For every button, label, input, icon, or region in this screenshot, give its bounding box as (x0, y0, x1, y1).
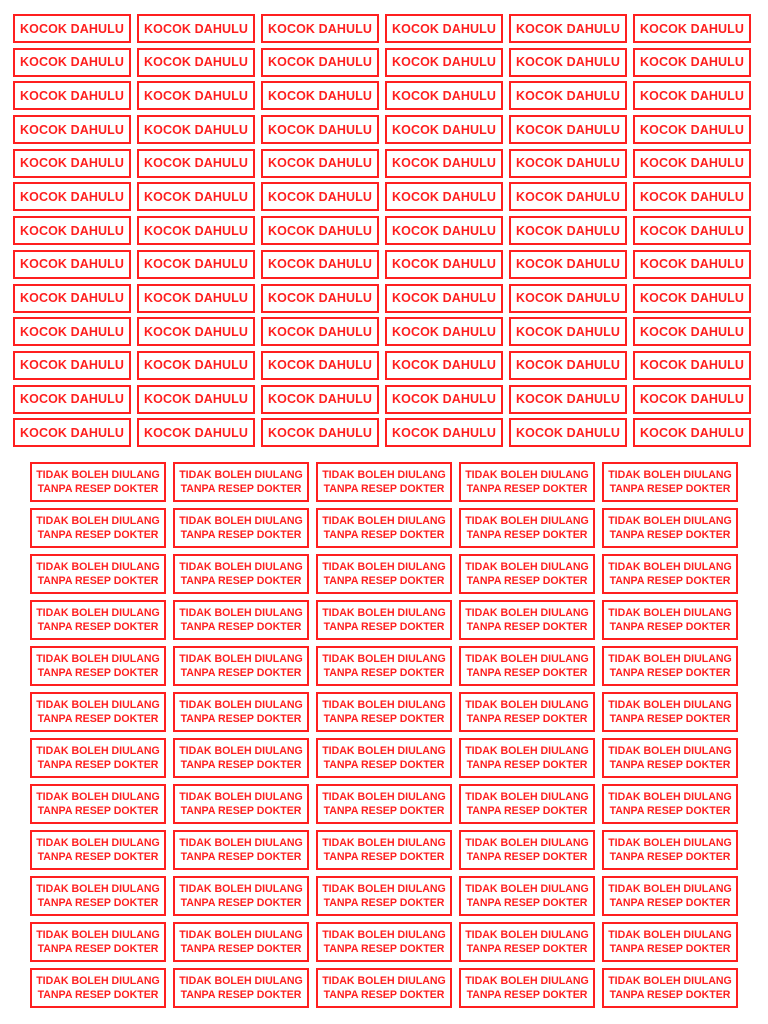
shake-label: KOCOK DAHULU (137, 149, 255, 178)
prescription-label (173, 646, 309, 686)
prescription-label (602, 462, 738, 502)
shake-label: KOCOK DAHULU (633, 317, 751, 346)
prescription-label-line2: TANPA RESEP DOKTER (466, 713, 588, 725)
shake-label: KOCOK DAHULU (385, 250, 503, 279)
prescription-label (602, 738, 738, 778)
prescription-label-line2: TANPA RESEP DOKTER (609, 851, 731, 863)
prescription-label-line2: TANPA RESEP DOKTER (180, 575, 302, 587)
shake-label: KOCOK DAHULU (13, 317, 131, 346)
prescription-label-line2: TANPA RESEP DOKTER (180, 667, 302, 679)
prescription-label (30, 462, 166, 502)
prescription-label-line2: TANPA RESEP DOKTER (37, 851, 159, 863)
prescription-label-line1: TIDAK BOLEH DIULANG (36, 975, 160, 987)
prescription-label-line1: TIDAK BOLEH DIULANG (465, 699, 589, 711)
shake-label: KOCOK DAHULU (13, 351, 131, 380)
prescription-label-line2: TANPA RESEP DOKTER (323, 483, 445, 495)
prescription-label (459, 968, 595, 1008)
shake-label: KOCOK DAHULU (261, 81, 379, 110)
shake-label: KOCOK DAHULU (633, 182, 751, 211)
prescription-label-line2: TANPA RESEP DOKTER (609, 989, 731, 1001)
prescription-label (316, 462, 452, 502)
prescription-label-line2: TANPA RESEP DOKTER (37, 575, 159, 587)
prescription-label (459, 876, 595, 916)
prescription-label-line1: TIDAK BOLEH DIULANG (608, 929, 732, 941)
shake-label: KOCOK DAHULU (633, 115, 751, 144)
prescription-label (602, 830, 738, 870)
shake-label: KOCOK DAHULU (509, 385, 627, 414)
prescription-label (30, 600, 166, 640)
prescription-label-line2: TANPA RESEP DOKTER (609, 713, 731, 725)
prescription-label-line1: TIDAK BOLEH DIULANG (322, 975, 446, 987)
prescription-label (30, 876, 166, 916)
prescription-label-line2: TANPA RESEP DOKTER (180, 943, 302, 955)
prescription-label-line2: TANPA RESEP DOKTER (37, 897, 159, 909)
prescription-label-grid (30, 462, 740, 1008)
shake-label: KOCOK DAHULU (633, 385, 751, 414)
shake-label: KOCOK DAHULU (13, 14, 131, 43)
shake-label: KOCOK DAHULU (13, 385, 131, 414)
prescription-label-line1: TIDAK BOLEH DIULANG (322, 929, 446, 941)
prescription-label-line2: TANPA RESEP DOKTER (180, 759, 302, 771)
shake-label: KOCOK DAHULU (385, 182, 503, 211)
prescription-label-line1: TIDAK BOLEH DIULANG (36, 515, 160, 527)
prescription-label-line2: TANPA RESEP DOKTER (37, 989, 159, 1001)
prescription-label (173, 968, 309, 1008)
prescription-label-line2: TANPA RESEP DOKTER (609, 943, 731, 955)
shake-label: KOCOK DAHULU (137, 284, 255, 313)
shake-label: KOCOK DAHULU (261, 250, 379, 279)
prescription-label (459, 738, 595, 778)
prescription-label (316, 646, 452, 686)
prescription-label (173, 830, 309, 870)
prescription-label-line1: TIDAK BOLEH DIULANG (322, 791, 446, 803)
shake-label: KOCOK DAHULU (633, 81, 751, 110)
shake-label: KOCOK DAHULU (137, 182, 255, 211)
prescription-label (459, 508, 595, 548)
prescription-label-line2: TANPA RESEP DOKTER (323, 851, 445, 863)
prescription-label-line2: TANPA RESEP DOKTER (37, 805, 159, 817)
shake-label: KOCOK DAHULU (385, 317, 503, 346)
prescription-label (459, 692, 595, 732)
prescription-label-line2: TANPA RESEP DOKTER (323, 805, 445, 817)
prescription-label-line2: TANPA RESEP DOKTER (609, 759, 731, 771)
shake-label: KOCOK DAHULU (385, 149, 503, 178)
prescription-label-line1: TIDAK BOLEH DIULANG (36, 699, 160, 711)
prescription-label-line2: TANPA RESEP DOKTER (466, 851, 588, 863)
shake-label: KOCOK DAHULU (13, 149, 131, 178)
prescription-label-line2: TANPA RESEP DOKTER (466, 621, 588, 633)
shake-label: KOCOK DAHULU (261, 317, 379, 346)
shake-label: KOCOK DAHULU (633, 351, 751, 380)
prescription-label (173, 600, 309, 640)
prescription-label-line2: TANPA RESEP DOKTER (180, 483, 302, 495)
prescription-label (173, 922, 309, 962)
shake-label: KOCOK DAHULU (509, 48, 627, 77)
prescription-label-line1: TIDAK BOLEH DIULANG (322, 745, 446, 757)
shake-label: KOCOK DAHULU (385, 14, 503, 43)
shake-label: KOCOK DAHULU (385, 115, 503, 144)
prescription-label-line1: TIDAK BOLEH DIULANG (465, 607, 589, 619)
prescription-label (316, 600, 452, 640)
prescription-label (173, 738, 309, 778)
prescription-label-line2: TANPA RESEP DOKTER (466, 897, 588, 909)
prescription-label-line1: TIDAK BOLEH DIULANG (36, 837, 160, 849)
shake-label: KOCOK DAHULU (13, 182, 131, 211)
prescription-label (316, 554, 452, 594)
prescription-label-line1: TIDAK BOLEH DIULANG (179, 469, 303, 481)
shake-label: KOCOK DAHULU (13, 216, 131, 245)
prescription-label-line2: TANPA RESEP DOKTER (609, 621, 731, 633)
prescription-label-line1: TIDAK BOLEH DIULANG (465, 929, 589, 941)
prescription-label (316, 968, 452, 1008)
prescription-label-line1: TIDAK BOLEH DIULANG (608, 745, 732, 757)
prescription-label-line1: TIDAK BOLEH DIULANG (608, 469, 732, 481)
prescription-label-line1: TIDAK BOLEH DIULANG (36, 653, 160, 665)
prescription-label-line1: TIDAK BOLEH DIULANG (36, 791, 160, 803)
shake-label: KOCOK DAHULU (137, 48, 255, 77)
prescription-label-line2: TANPA RESEP DOKTER (466, 805, 588, 817)
prescription-label (459, 554, 595, 594)
shake-label: KOCOK DAHULU (509, 317, 627, 346)
prescription-label-line2: TANPA RESEP DOKTER (37, 483, 159, 495)
prescription-label (602, 508, 738, 548)
prescription-label (30, 508, 166, 548)
shake-label: KOCOK DAHULU (137, 14, 255, 43)
prescription-label-line2: TANPA RESEP DOKTER (180, 713, 302, 725)
shake-label: KOCOK DAHULU (509, 149, 627, 178)
prescription-label-line1: TIDAK BOLEH DIULANG (608, 837, 732, 849)
prescription-label-line2: TANPA RESEP DOKTER (466, 483, 588, 495)
prescription-label (316, 830, 452, 870)
prescription-label-line1: TIDAK BOLEH DIULANG (36, 883, 160, 895)
prescription-label-line2: TANPA RESEP DOKTER (466, 575, 588, 587)
prescription-label-line1: TIDAK BOLEH DIULANG (179, 883, 303, 895)
prescription-label-line1: TIDAK BOLEH DIULANG (465, 791, 589, 803)
shake-label: KOCOK DAHULU (261, 48, 379, 77)
prescription-label-line2: TANPA RESEP DOKTER (180, 897, 302, 909)
prescription-label-line1: TIDAK BOLEH DIULANG (179, 515, 303, 527)
shake-label: KOCOK DAHULU (385, 351, 503, 380)
prescription-label-line1: TIDAK BOLEH DIULANG (608, 699, 732, 711)
prescription-label (316, 784, 452, 824)
shake-label: KOCOK DAHULU (385, 81, 503, 110)
shake-label-grid (13, 14, 753, 447)
prescription-label-line2: TANPA RESEP DOKTER (609, 575, 731, 587)
prescription-label-line2: TANPA RESEP DOKTER (323, 897, 445, 909)
prescription-label-line2: TANPA RESEP DOKTER (180, 851, 302, 863)
prescription-label (173, 554, 309, 594)
prescription-label (602, 692, 738, 732)
shake-label: KOCOK DAHULU (633, 216, 751, 245)
prescription-label-line1: TIDAK BOLEH DIULANG (179, 607, 303, 619)
shake-label: KOCOK DAHULU (261, 14, 379, 43)
prescription-label-line1: TIDAK BOLEH DIULANG (36, 745, 160, 757)
prescription-label-line1: TIDAK BOLEH DIULANG (465, 745, 589, 757)
prescription-label-line1: TIDAK BOLEH DIULANG (322, 607, 446, 619)
prescription-label-line1: TIDAK BOLEH DIULANG (608, 561, 732, 573)
prescription-label-line1: TIDAK BOLEH DIULANG (36, 607, 160, 619)
prescription-label-line1: TIDAK BOLEH DIULANG (608, 975, 732, 987)
prescription-label-line2: TANPA RESEP DOKTER (466, 943, 588, 955)
prescription-label-line1: TIDAK BOLEH DIULANG (322, 883, 446, 895)
shake-label: KOCOK DAHULU (509, 182, 627, 211)
shake-label: KOCOK DAHULU (509, 14, 627, 43)
prescription-label-line2: TANPA RESEP DOKTER (323, 713, 445, 725)
prescription-label (173, 462, 309, 502)
prescription-label-line1: TIDAK BOLEH DIULANG (179, 561, 303, 573)
prescription-label (173, 784, 309, 824)
prescription-label-line1: TIDAK BOLEH DIULANG (465, 515, 589, 527)
prescription-label-line2: TANPA RESEP DOKTER (323, 667, 445, 679)
prescription-label-line2: TANPA RESEP DOKTER (180, 805, 302, 817)
prescription-label-line1: TIDAK BOLEH DIULANG (36, 469, 160, 481)
shake-label: KOCOK DAHULU (633, 284, 751, 313)
shake-label: KOCOK DAHULU (13, 284, 131, 313)
prescription-label-line2: TANPA RESEP DOKTER (323, 529, 445, 541)
prescription-label (459, 922, 595, 962)
prescription-label-line1: TIDAK BOLEH DIULANG (36, 929, 160, 941)
prescription-label (459, 830, 595, 870)
shake-label: KOCOK DAHULU (13, 81, 131, 110)
prescription-label-line2: TANPA RESEP DOKTER (37, 667, 159, 679)
prescription-label-line1: TIDAK BOLEH DIULANG (322, 515, 446, 527)
prescription-label (602, 784, 738, 824)
prescription-label-line2: TANPA RESEP DOKTER (180, 529, 302, 541)
prescription-label (316, 692, 452, 732)
shake-label: KOCOK DAHULU (13, 115, 131, 144)
prescription-label-line1: TIDAK BOLEH DIULANG (465, 975, 589, 987)
shake-label: KOCOK DAHULU (137, 216, 255, 245)
prescription-label-line1: TIDAK BOLEH DIULANG (179, 791, 303, 803)
prescription-label-line2: TANPA RESEP DOKTER (323, 575, 445, 587)
prescription-label (602, 600, 738, 640)
prescription-label-line1: TIDAK BOLEH DIULANG (465, 469, 589, 481)
shake-label: KOCOK DAHULU (13, 418, 131, 447)
prescription-label-line2: TANPA RESEP DOKTER (466, 529, 588, 541)
prescription-label-line2: TANPA RESEP DOKTER (180, 989, 302, 1001)
shake-label: KOCOK DAHULU (385, 385, 503, 414)
shake-label: KOCOK DAHULU (137, 81, 255, 110)
shake-label: KOCOK DAHULU (509, 418, 627, 447)
shake-label: KOCOK DAHULU (261, 418, 379, 447)
prescription-label-line1: TIDAK BOLEH DIULANG (465, 837, 589, 849)
prescription-label-line1: TIDAK BOLEH DIULANG (322, 561, 446, 573)
prescription-label-line1: TIDAK BOLEH DIULANG (36, 561, 160, 573)
prescription-label-line2: TANPA RESEP DOKTER (37, 529, 159, 541)
prescription-label (602, 968, 738, 1008)
prescription-label-line2: TANPA RESEP DOKTER (37, 759, 159, 771)
prescription-label (316, 508, 452, 548)
shake-label: KOCOK DAHULU (137, 418, 255, 447)
prescription-label (316, 922, 452, 962)
prescription-label-line2: TANPA RESEP DOKTER (466, 667, 588, 679)
shake-label: KOCOK DAHULU (137, 115, 255, 144)
prescription-label (316, 738, 452, 778)
prescription-label-line1: TIDAK BOLEH DIULANG (608, 607, 732, 619)
prescription-label (30, 922, 166, 962)
prescription-label-line1: TIDAK BOLEH DIULANG (608, 883, 732, 895)
shake-label: KOCOK DAHULU (509, 216, 627, 245)
shake-label: KOCOK DAHULU (509, 115, 627, 144)
prescription-label-line1: TIDAK BOLEH DIULANG (465, 561, 589, 573)
prescription-label (602, 646, 738, 686)
prescription-label-line1: TIDAK BOLEH DIULANG (179, 837, 303, 849)
shake-label: KOCOK DAHULU (261, 351, 379, 380)
prescription-label-line2: TANPA RESEP DOKTER (323, 621, 445, 633)
prescription-label-line2: TANPA RESEP DOKTER (609, 897, 731, 909)
prescription-label-line1: TIDAK BOLEH DIULANG (322, 469, 446, 481)
prescription-label (459, 462, 595, 502)
shake-label: KOCOK DAHULU (509, 250, 627, 279)
prescription-label-line2: TANPA RESEP DOKTER (37, 713, 159, 725)
shake-label: KOCOK DAHULU (13, 48, 131, 77)
shake-label: KOCOK DAHULU (261, 182, 379, 211)
prescription-label-line2: TANPA RESEP DOKTER (609, 483, 731, 495)
shake-label: KOCOK DAHULU (13, 250, 131, 279)
prescription-label-line2: TANPA RESEP DOKTER (466, 759, 588, 771)
shake-label: KOCOK DAHULU (633, 250, 751, 279)
prescription-label-line1: TIDAK BOLEH DIULANG (322, 699, 446, 711)
shake-label: KOCOK DAHULU (509, 81, 627, 110)
prescription-label (173, 876, 309, 916)
shake-label: KOCOK DAHULU (385, 48, 503, 77)
prescription-label (30, 554, 166, 594)
prescription-label-line2: TANPA RESEP DOKTER (609, 667, 731, 679)
prescription-label (316, 876, 452, 916)
prescription-label-line2: TANPA RESEP DOKTER (37, 621, 159, 633)
prescription-label-line1: TIDAK BOLEH DIULANG (465, 653, 589, 665)
shake-label: KOCOK DAHULU (509, 351, 627, 380)
prescription-label (602, 554, 738, 594)
prescription-label (459, 784, 595, 824)
prescription-label-line1: TIDAK BOLEH DIULANG (322, 653, 446, 665)
prescription-label-line1: TIDAK BOLEH DIULANG (179, 653, 303, 665)
prescription-label (30, 968, 166, 1008)
shake-label: KOCOK DAHULU (633, 48, 751, 77)
prescription-label-line1: TIDAK BOLEH DIULANG (179, 699, 303, 711)
shake-label: KOCOK DAHULU (633, 14, 751, 43)
prescription-label-line2: TANPA RESEP DOKTER (323, 989, 445, 1001)
shake-label: KOCOK DAHULU (137, 317, 255, 346)
prescription-label (30, 784, 166, 824)
prescription-label (459, 646, 595, 686)
prescription-label (30, 692, 166, 732)
shake-label: KOCOK DAHULU (137, 351, 255, 380)
shake-label: KOCOK DAHULU (137, 385, 255, 414)
prescription-label-line2: TANPA RESEP DOKTER (609, 529, 731, 541)
prescription-label-line2: TANPA RESEP DOKTER (37, 943, 159, 955)
prescription-label (602, 876, 738, 916)
shake-label: KOCOK DAHULU (385, 418, 503, 447)
prescription-label (173, 692, 309, 732)
shake-label: KOCOK DAHULU (633, 149, 751, 178)
prescription-label-line1: TIDAK BOLEH DIULANG (608, 515, 732, 527)
prescription-label-line1: TIDAK BOLEH DIULANG (322, 837, 446, 849)
shake-label: KOCOK DAHULU (261, 115, 379, 144)
prescription-label (30, 738, 166, 778)
prescription-label-line2: TANPA RESEP DOKTER (323, 943, 445, 955)
shake-label: KOCOK DAHULU (385, 216, 503, 245)
shake-label: KOCOK DAHULU (509, 284, 627, 313)
prescription-label-line2: TANPA RESEP DOKTER (609, 805, 731, 817)
prescription-label-line1: TIDAK BOLEH DIULANG (608, 653, 732, 665)
prescription-label (173, 508, 309, 548)
prescription-label-line2: TANPA RESEP DOKTER (323, 759, 445, 771)
prescription-label-line1: TIDAK BOLEH DIULANG (465, 883, 589, 895)
prescription-label (30, 646, 166, 686)
prescription-label-line1: TIDAK BOLEH DIULANG (179, 929, 303, 941)
shake-label: KOCOK DAHULU (261, 216, 379, 245)
prescription-label-line1: TIDAK BOLEH DIULANG (608, 791, 732, 803)
prescription-label (30, 830, 166, 870)
prescription-label-line1: TIDAK BOLEH DIULANG (179, 975, 303, 987)
shake-label: KOCOK DAHULU (633, 418, 751, 447)
prescription-label-line2: TANPA RESEP DOKTER (180, 621, 302, 633)
prescription-label-line1: TIDAK BOLEH DIULANG (179, 745, 303, 757)
shake-label: KOCOK DAHULU (385, 284, 503, 313)
shake-label: KOCOK DAHULU (137, 250, 255, 279)
shake-label: KOCOK DAHULU (261, 149, 379, 178)
prescription-label (602, 922, 738, 962)
prescription-label (459, 600, 595, 640)
shake-label: KOCOK DAHULU (261, 284, 379, 313)
shake-label: KOCOK DAHULU (261, 385, 379, 414)
prescription-label-line2: TANPA RESEP DOKTER (466, 989, 588, 1001)
